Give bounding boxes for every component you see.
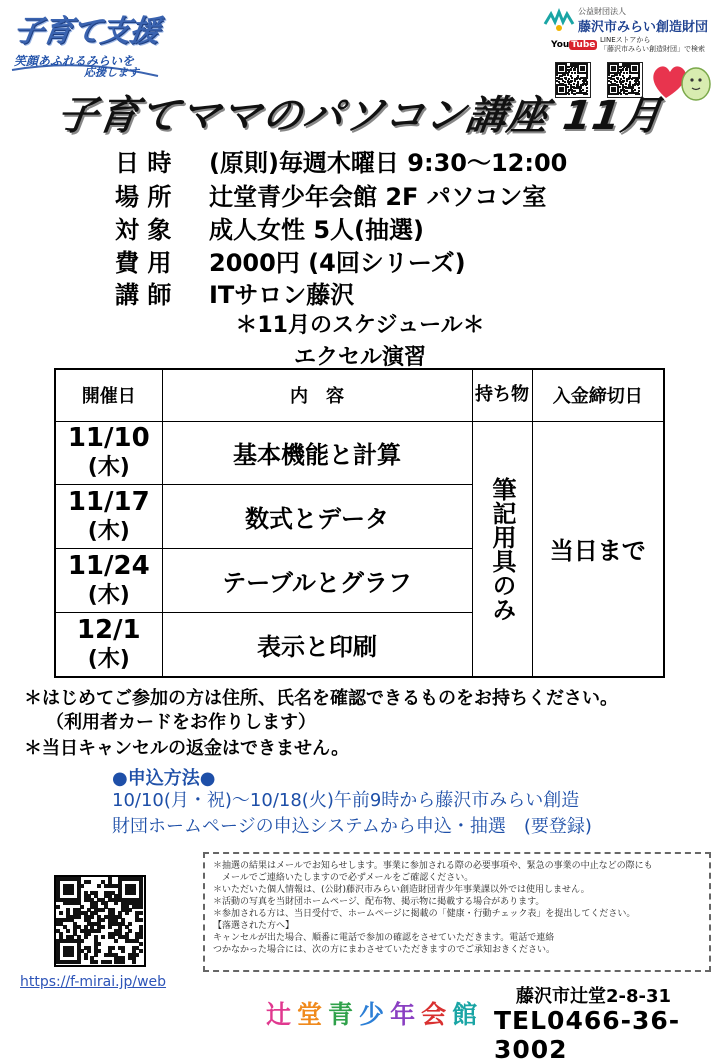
qr-module [108,960,112,964]
qr-module [56,905,60,909]
qr-module [623,77,625,79]
qr-module [626,69,628,71]
content-cell: 数式とデータ [162,485,472,549]
notice-line: ＊いただいた個人情報は、(公財)藤沢市みらい創造財団青少年事業課以外では使用しません。 [213,885,590,895]
qr-module [132,960,136,964]
qr-module [94,953,98,957]
weekday: (木) [87,646,130,672]
venue-char: 堂 [297,1000,329,1029]
info-value: ITサロン藤沢 [209,281,355,309]
info-value: 成人女性 5人(抽選) [209,216,424,244]
qr-module [619,74,621,76]
qr-module [613,75,615,77]
qr-module [579,78,581,80]
note-id: ＊はじめてご参加の方は住所、氏名を確認できるものをお持ちください。 [24,688,618,709]
logo-subtitle-1: 笑顔あふれるみらいを [14,54,135,68]
venue-char: 青 [328,1000,360,1029]
venue-char: 辻 [266,1000,298,1029]
info-label: 日 時 [115,149,172,177]
date-cell [55,549,162,613]
venue-char: 会 [421,1000,453,1029]
content-cell: 表示と印刷 [162,613,472,677]
header-deadline: 入金締切日 [532,369,664,421]
schedule-subheading: エクセル演習 [293,345,426,370]
info-label: 対 象 [115,216,172,244]
qr-module [101,918,105,922]
header-date: 開催日 [55,369,162,421]
qr-module [623,72,625,74]
weekday: (木) [87,518,130,544]
date: 11/24 [67,550,150,581]
qr-module [80,939,84,943]
date: 12/1 [76,614,141,645]
qr-module [635,69,637,71]
qr-module [121,960,125,964]
qr-module [114,901,118,905]
qr-module [80,884,84,888]
qr-module [97,929,101,933]
info-label: 場 所 [115,183,172,211]
note-card: （利用者カードをお作りします） [46,712,316,733]
info-row-fee [115,246,466,280]
qr-module [125,911,129,915]
qr-module [556,74,558,76]
qr-module [59,911,63,915]
date-cell [55,613,162,677]
qr-module [626,72,628,74]
qr-module [574,80,576,82]
info-label: 講 師 [115,281,172,309]
info-label: 費 用 [115,249,172,277]
apply-line-2: 財団ホームページの申込システムから申込・抽選 (要登録) [112,816,592,837]
qr-module [583,69,585,71]
qr-module [70,891,74,895]
note-refund: ＊当日キャンセルの返金はできません。 [24,738,350,759]
notice-line: ＊活動の写真を当財団ホームページ、配布物、掲示物に掲載する場合があります。 [213,897,545,907]
qr-module [128,929,132,933]
qr-module [97,884,101,888]
date-cell [55,421,162,485]
content-cell: 基本機能と計算 [162,421,472,485]
qr-module [77,960,81,964]
notice-line: ＊参加される方は、当日受付で、ホームページに掲載の「健康・行動チェック表」を提出してください。 [213,909,636,919]
header-content: 内 容 [162,369,472,421]
weekday: (木) [87,582,130,608]
info-row-datetime [115,146,567,180]
info-row-place [115,180,546,214]
info-value: 2000円 (4回シリーズ) [209,249,466,277]
notice-line: ＊抽選の結果はメールでお知らせします。事業に参加される際の必要事項や、緊急の事業の中止などの際にも [213,861,653,871]
qr-module [84,956,88,960]
qr-module [574,69,576,71]
address: 藤沢市辻堂2-8-31 [516,986,672,1007]
qr-code-apply[interactable] [54,875,146,967]
phone-number: TEL0466-36-3002 [494,1006,681,1064]
info-row-target [115,213,424,247]
content-cell: テーブルとグラフ [162,549,472,613]
qr-module [567,74,569,76]
qr-module [87,949,91,953]
logo-title: 子育て支援 [11,14,161,49]
qr-module [80,905,84,909]
info-value: 辻堂青少年会館 2F パソコン室 [209,183,547,211]
deadline-cell: 当日まで [532,421,664,677]
weekday: (木) [87,454,130,480]
qr-module [608,74,610,76]
qr-module [571,77,573,79]
qr-module [128,922,132,926]
qr-module [101,925,105,929]
table-row [55,421,664,485]
qr-module [614,69,616,71]
qr-module [128,908,132,912]
qr-module [132,891,136,895]
qr-module [97,942,101,946]
apply-heading: ●申込方法● [112,768,216,789]
qr-module [111,946,115,950]
qr-module [97,949,101,953]
org-type: 公益財団法人 [578,7,626,16]
bring-cell: 筆記用具のみ [472,421,532,677]
qr-module [114,939,118,943]
org-name: 藤沢市みらい創造財団 [578,20,709,35]
qr-module [139,918,143,922]
qr-module [139,935,143,939]
qr-module [626,80,628,82]
apply-text [112,788,592,840]
qr-module [631,78,633,80]
qr-module [84,935,88,939]
qr-module [87,932,91,936]
qr-module [574,72,576,74]
qr-module [139,905,143,909]
qr-module [70,953,74,957]
date: 11/17 [67,486,150,517]
line-store-note [600,36,705,54]
date-cell [55,485,162,549]
qr-module [94,960,98,964]
qr-module [77,915,81,919]
qr-module [90,915,94,919]
apply-line-1: 10/10(月・祝)～10/18(火)午前9時から藤沢市みらい創造 [112,790,580,811]
page-title: 子育てママのパソコン講座 11月 [53,93,666,139]
logo-subtitle-2: 応援します [84,66,139,79]
foundation-logo-icon [543,10,575,32]
header-bring: 持ち物 [472,369,532,421]
venue-char: 年 [390,1000,422,1029]
schedule-heading: ＊11月のスケジュール＊ [235,313,485,338]
venue-name [266,995,483,1031]
qr-module [139,911,143,915]
qr-module [101,935,105,939]
youtube-tube: Tube [571,40,596,50]
qr-module [571,72,573,74]
youtube-logo [551,40,597,50]
table-header-row [55,369,664,421]
notice-line: メールでご連絡いたしますので必ずメールをご確認ください。 [213,873,474,883]
notice-line: キャンセルが出た場合、順番に電話で参加の確認をさせていただきます。電話で連絡 [213,933,555,943]
line-note-1: LINEストアから [600,36,651,44]
line-note-2: 「藤沢市みらい創造財団」で検索 [600,45,705,53]
youtube-you: You [551,40,570,50]
qr-module [108,925,112,929]
date: 11/10 [67,422,150,453]
apply-url-link[interactable]: https://f-mirai.jp/web [20,974,167,990]
qr-module [121,949,125,953]
venue-char: 少 [359,1000,391,1029]
qr-module [101,908,105,912]
qr-module [66,929,70,933]
schedule-table [54,368,665,678]
qr-module [87,880,91,884]
notice-line: つかなかった場合には、次の方にまわさせていただきますのでご承知おきください。 [213,945,556,955]
qr-module [564,74,566,76]
notice-line: 【落選された方へ】 [213,921,295,931]
info-value: (原則)毎週木曜日 9:30～12:00 [209,149,568,177]
qr-module [139,942,143,946]
venue-char: 館 [452,1000,484,1029]
qr-module [561,75,563,77]
notice-box [203,852,711,972]
qr-module [616,74,618,76]
qr-module [135,953,139,957]
qr-module [562,69,564,71]
info-row-instructor [115,278,354,312]
qr-module [139,949,143,953]
